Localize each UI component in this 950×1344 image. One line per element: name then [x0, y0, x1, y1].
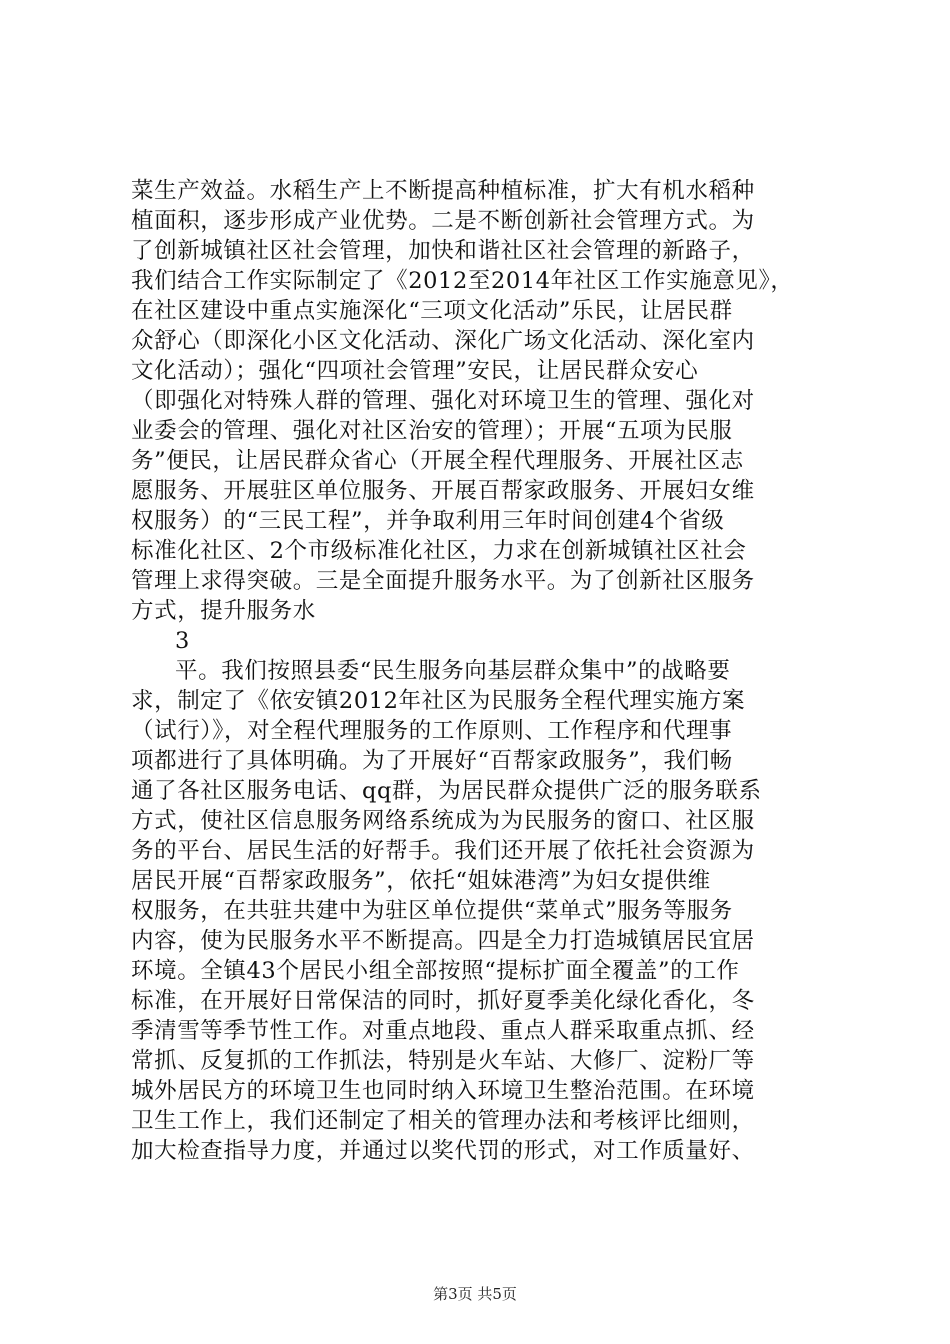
text-line: 权服务，在共驻共建中为驻区单位提供“菜单式”服务等服务: [131, 898, 733, 924]
text-line: 加大检查指导力度，并通过以奖代罚的形式，对工作质量好、: [131, 1138, 755, 1164]
text-line: 我们结合工作实际制定了《2012至2014年社区工作实施意见》，: [131, 268, 794, 294]
text-line: 管理上求得突破。三是全面提升服务水平。为了创新社区服务: [131, 568, 755, 594]
text-line: 植面积，逐步形成产业优势。二是不断创新社会管理方式。为: [131, 208, 755, 234]
text-line: 求，制定了《依安镇2012年社区为民服务全程代理实施方案: [131, 688, 746, 714]
text-line: 常抓、反复抓的工作抓法，特别是火车站、大修厂、淀粉厂等: [131, 1048, 755, 1074]
text-line: 季清雪等季节性工作。对重点地段、重点人群采取重点抓、经: [131, 1018, 755, 1044]
text-line: 业委会的管理、强化对社区治安的管理）；开展“五项为民服: [131, 418, 733, 444]
text-line: 项都进行了具体明确。为了开展好“百帮家政服务”，我们畅: [131, 748, 733, 774]
text-line: 菜生产效益。水稻生产上不断提高种植标准，扩大有机水稻种: [131, 178, 755, 204]
page-footer: 第3页 共5页: [433, 1285, 517, 1303]
text-line: 在社区建设中重点实施深化“三项文化活动”乐民，让居民群: [131, 298, 733, 324]
text-line: 平。我们按照县委“民生服务向基层群众集中”的战略要: [175, 658, 731, 684]
text-line: 众舒心（即深化小区文化活动、深化广场文化活动、深化室内: [131, 328, 755, 354]
text-line: （即强化对特殊人群的管理、强化对环境卫生的管理、强化对: [131, 388, 755, 414]
text-line: 环境。全镇43个居民小组全部按照“提标扩面全覆盖”的工作: [131, 958, 740, 984]
text-line: 标准化社区、2个市级标准化社区，力求在创新城镇社区社会: [131, 538, 747, 564]
text-line: 标准，在开展好日常保洁的同时，抓好夏季美化绿化香化，冬: [131, 988, 755, 1014]
text-line: （试行）》，对全程代理服务的工作原则、工作程序和代理事: [131, 718, 733, 744]
text-line: 愿服务、开展驻区单位服务、开展百帮家政服务、开展妇女维: [131, 478, 755, 504]
text-line: 居民开展“百帮家政服务”，依托“姐妹港湾”为妇女提供维: [131, 868, 711, 894]
text-line: 了创新城镇社区社会管理，加快和谐社区社会管理的新路子，: [131, 238, 755, 264]
text-line: 务”便民，让居民群众省心（开展全程代理服务、开展社区志: [131, 448, 744, 474]
body-text: [131, 176, 831, 1166]
inline-page-number: 3: [175, 628, 190, 654]
text-line: 内容，使为民服务水平不断提高。四是全力打造城镇居民宜居: [131, 928, 755, 954]
text-line: 文化活动）；强化“四项社会管理”安民，让居民群众安心: [131, 358, 699, 384]
text-line: 方式，提升服务水: [131, 598, 316, 624]
text-line: 城外居民方的环境卫生也同时纳入环境卫生整治范围。在环境: [131, 1078, 755, 1104]
text-line: 务的平台、居民生活的好帮手。我们还开展了依托社会资源为: [131, 838, 755, 864]
text-line: 卫生工作上，我们还制定了相关的管理办法和考核评比细则，: [131, 1108, 755, 1134]
text-line: 方式，使社区信息服务网络系统成为为民服务的窗口、社区服: [131, 808, 755, 834]
text-line: 通了各社区服务电话、qq群，为居民群众提供广泛的服务联系: [131, 778, 762, 804]
text-line: 权服务）的“三民工程”，并争取利用三年时间创建4个省级: [131, 508, 725, 534]
